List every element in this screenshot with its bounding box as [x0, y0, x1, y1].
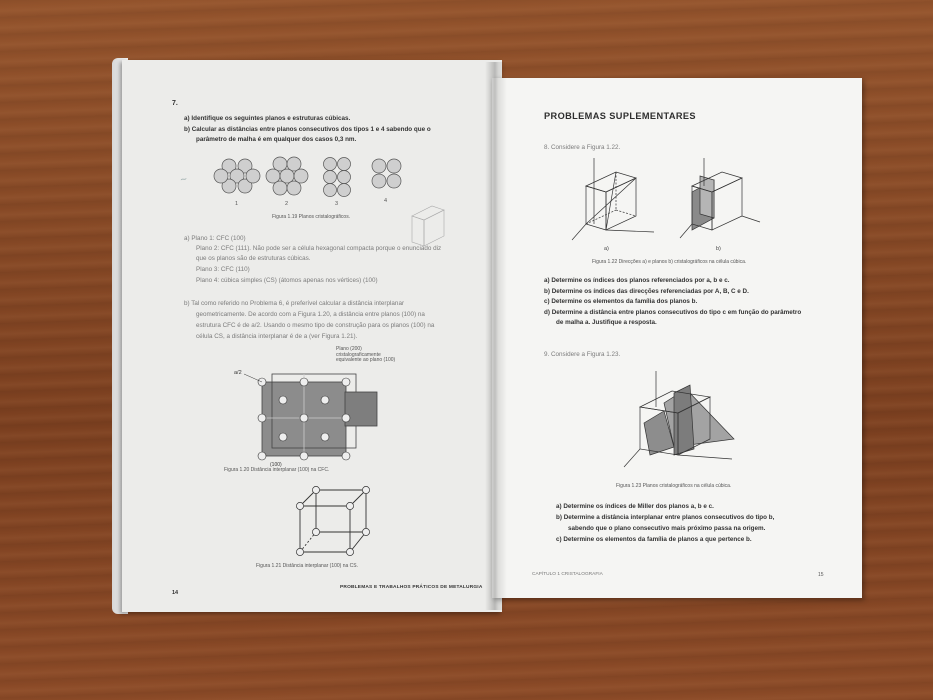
answer-b-line2: geometricamente. De acordo com a Figura 1.20, a distância entre planos (100) na [196, 311, 425, 318]
left-page [122, 60, 502, 612]
p9-item-a: a) Determine os índices de Miller dos planos a, b e c. [556, 503, 714, 510]
answer-a-line4: Plano 3: CFC (110) [196, 266, 250, 273]
supplementary-heading: PROBLEMAS SUPLEMENTARES [544, 111, 696, 121]
answer-b-line4: célula CS, a distância interplanar é de a (ver Figura 1.21). [196, 333, 358, 340]
fig19-label-1: 1 [235, 201, 239, 207]
problem-9: 9. Considere a Figura 1.23. [544, 351, 621, 358]
figure-1-19-planes [212, 156, 472, 256]
p8-item-a: a) Determine os índices dos planos referenciados por a, b e c. [544, 277, 730, 284]
left-page-footer: PROBLEMAS E TRABALHOS PRÁTICOS DE METALURGIA [340, 585, 483, 590]
right-page [492, 78, 862, 598]
figure-1-19-caption: Figura 1.19 Planos cristalográficos. [272, 214, 351, 220]
question-7a: a) Identifique os seguintes planos e estruturas cúbicas. [184, 115, 351, 122]
question-7b-line1: b) Calcular as distâncias entre planos consecutivos dos tipos 1 e 4 sabendo que o [184, 126, 431, 133]
fig20-note-line3: equivalente ao plano (100) [336, 357, 396, 363]
figure-1-21-caption: Figura 1.21 Distância interplanar (100) na CS. [256, 563, 358, 569]
problem-7-number: 7. [172, 100, 178, 107]
figure-1-21-cs-distance [282, 480, 382, 560]
p8-item-c: c) Determine os elementos da família dos planos b. [544, 298, 698, 305]
p9-item-b-line1: b) Determine a distância interplanar entre planos consecutivos do tipo b, [556, 514, 775, 521]
fig19-label-4: 4 [384, 198, 388, 204]
p9-item-c: c) Determine os elementos da família de planos a que pertence b. [556, 536, 752, 543]
figure-1-20-fcc-distance [232, 360, 392, 470]
p8-item-d-line1: d) Determine a distância entre planos consecutivos do tipo c em função do parâmetro [544, 309, 802, 316]
figure-1-23-planes [614, 363, 754, 478]
fig19-label-2: 2 [285, 201, 289, 207]
fig19-label-3: 3 [335, 201, 339, 207]
problem-8: 8. Considere a Figura 1.22. [544, 144, 621, 151]
figure-1-23-caption: Figura 1.23 Planos cristalográficos na célula cúbica. [616, 483, 732, 489]
book-gutter [485, 62, 507, 610]
figure-1-22-caption: Figura 1.22 Direcções a) e planos b) cristalográficos na célula cúbica. [592, 259, 747, 265]
right-page-footer: CAPÍTULO 1 CRISTALOGRAFIA [532, 572, 603, 577]
figure-1-20-caption: Figura 1.20 Distância interplanar (100) na CFC. [224, 467, 330, 473]
answer-b-line3: estrutura CFC é de a/2. Usando o mesmo tipo de construção para os planos (100) na [196, 322, 435, 329]
p8-item-b: b) Determine os índices das direcções referenciadas por A, B, C e D. [544, 288, 749, 295]
fig22-label-a: a) [604, 246, 609, 252]
left-page-number: 14 [172, 590, 179, 596]
question-7b-line2: parâmetro de malha é em qualquer dos casos 0,3 nm. [196, 136, 357, 143]
fig20-a2-label: a/2 [234, 370, 242, 376]
fig22-label-b: b) [716, 246, 721, 252]
right-page-number: 15 [818, 572, 824, 578]
answer-a-line1: a) Plano 1: CFC (100) [184, 235, 246, 242]
fig20-note-line2: cristalograficamente [336, 351, 381, 358]
answer-a-line3: que os planos são de estruturas cúbicas. [196, 255, 311, 262]
answer-a-line2: Plano 2: CFC (111). Não pode ser a célula hexagonal compacta porque o enunciado diz [196, 245, 442, 252]
answer-a-line5: Plano 4: cúbica simples (CS) (átomos apenas nos vértices) (100) [196, 277, 378, 284]
fig20-note-line1: Plano (200) [336, 346, 362, 352]
p8-item-d-line2: de malha a. Justifique a resposta. [556, 319, 657, 326]
answer-b-line1: b) Tal como referido no Problema 6, é preferível calcular a distância interplanar [184, 300, 405, 307]
figure-1-22-directions-planes [564, 158, 774, 254]
p9-item-b-line2: sabendo que o plano consecutivo mais próximo passa na origem. [568, 525, 766, 532]
pencil-annotation: ~ [179, 174, 189, 186]
fig20-100-label: (100) [270, 462, 282, 468]
